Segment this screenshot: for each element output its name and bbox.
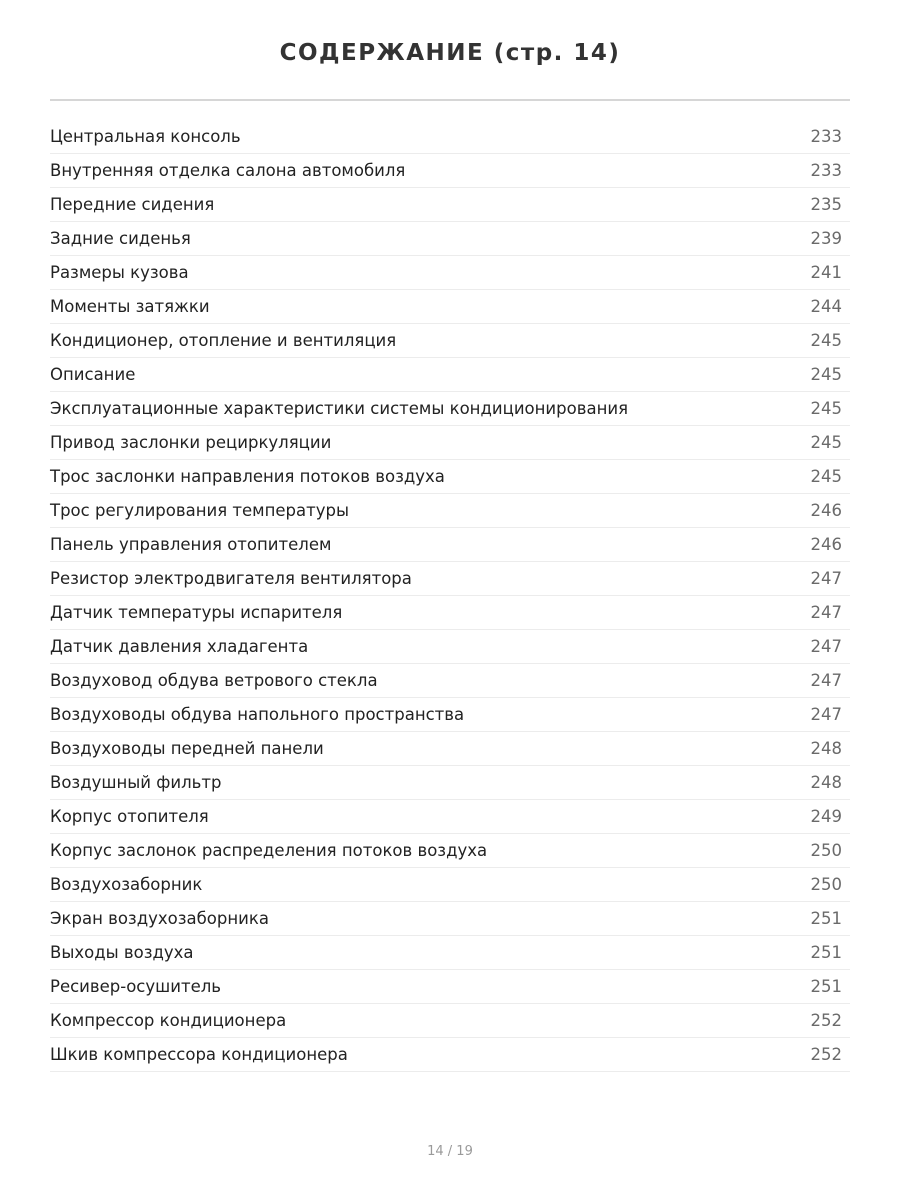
toc-entry[interactable] xyxy=(50,766,850,800)
toc-entry[interactable] xyxy=(50,426,850,460)
toc-entry-title: Экран воздухозаборника xyxy=(50,909,269,928)
toc-entry[interactable] xyxy=(50,664,850,698)
toc-entry[interactable] xyxy=(50,698,850,732)
toc-entry-title: Воздуховоды обдува напольного пространства xyxy=(50,705,465,724)
toc-entry-page-number: 246 xyxy=(810,501,842,520)
toc-entry-title: Датчик давления хладагента xyxy=(50,637,309,656)
toc-entry-page-number: 248 xyxy=(810,739,842,758)
toc-entry-title: Резистор электродвигателя вентилятора xyxy=(50,569,412,588)
toc-entry-title: Моменты затяжки xyxy=(50,297,210,316)
toc-entry-page-number: 250 xyxy=(810,875,842,894)
toc-entry-page-number: 245 xyxy=(810,433,842,452)
toc-entry[interactable] xyxy=(50,970,850,1004)
toc-entry[interactable] xyxy=(50,188,850,222)
toc-entry[interactable] xyxy=(50,1038,850,1072)
toc-entry-title: Описание xyxy=(50,365,136,384)
toc-entry-page-number: 239 xyxy=(810,229,842,248)
toc-entry[interactable] xyxy=(50,834,850,868)
toc-entry[interactable] xyxy=(50,154,850,188)
toc-entry-title: Панель управления отопителем xyxy=(50,535,332,554)
toc-entry-page-number: 251 xyxy=(810,943,842,962)
toc-entry[interactable] xyxy=(50,120,850,154)
toc-entry[interactable] xyxy=(50,800,850,834)
toc-entry-title: Корпус заслонок распределения потоков воздуха xyxy=(50,841,488,860)
toc-entry-title: Воздуховоды передней панели xyxy=(50,739,324,758)
toc-entry-page-number: 245 xyxy=(810,331,842,350)
toc-entry-page-number: 250 xyxy=(810,841,842,860)
toc-entry-title: Кондиционер, отопление и вентиляция xyxy=(50,331,397,350)
toc-entry-page-number: 246 xyxy=(810,535,842,554)
toc-entry-title: Воздухозаборник xyxy=(50,875,203,894)
title-divider xyxy=(50,99,850,101)
toc-entry-title: Эксплуатационные характеристики системы кондиционирования xyxy=(50,399,628,418)
toc-entry-page-number: 245 xyxy=(810,399,842,418)
toc-entry-page-number: 245 xyxy=(810,365,842,384)
table-of-contents xyxy=(50,120,850,1072)
toc-entry[interactable] xyxy=(50,902,850,936)
toc-entry-page-number: 244 xyxy=(810,297,842,316)
toc-entry-page-number: 233 xyxy=(810,161,842,180)
toc-entry-title: Привод заслонки рециркуляции xyxy=(50,433,332,452)
toc-entry[interactable] xyxy=(50,936,850,970)
toc-entry-title: Размеры кузова xyxy=(50,263,189,282)
toc-entry-page-number: 252 xyxy=(810,1045,842,1064)
toc-entry-title: Центральная консоль xyxy=(50,127,241,146)
toc-entry-title: Передние сидения xyxy=(50,195,215,214)
toc-entry-title: Воздуховод обдува ветрового стекла xyxy=(50,671,378,690)
toc-entry-title: Трос заслонки направления потоков воздуха xyxy=(50,467,445,486)
toc-entry-title: Трос регулирования температуры xyxy=(50,501,349,520)
toc-entry[interactable] xyxy=(50,1004,850,1038)
toc-entry-page-number: 249 xyxy=(810,807,842,826)
toc-entry-page-number: 252 xyxy=(810,1011,842,1030)
page-indicator: 14 / 19 xyxy=(427,1144,473,1159)
toc-entry[interactable] xyxy=(50,256,850,290)
toc-entry[interactable] xyxy=(50,732,850,766)
toc-entry-title: Задние сиденья xyxy=(50,229,191,248)
toc-entry-title: Воздушный фильтр xyxy=(50,773,222,792)
toc-entry[interactable] xyxy=(50,528,850,562)
toc-entry-page-number: 248 xyxy=(810,773,842,792)
toc-entry[interactable] xyxy=(50,630,850,664)
toc-entry[interactable] xyxy=(50,358,850,392)
toc-entry[interactable] xyxy=(50,290,850,324)
toc-entry[interactable] xyxy=(50,392,850,426)
toc-entry-title: Компрессор кондиционера xyxy=(50,1011,287,1030)
toc-entry-title: Выходы воздуха xyxy=(50,943,194,962)
page-title: СОДЕРЖАНИЕ (стр. 14) xyxy=(279,40,621,66)
toc-entry-page-number: 247 xyxy=(810,569,842,588)
toc-entry[interactable] xyxy=(50,494,850,528)
toc-entry-page-number: 251 xyxy=(810,909,842,928)
toc-entry-title: Корпус отопителя xyxy=(50,807,209,826)
toc-entry-page-number: 247 xyxy=(810,603,842,622)
toc-entry[interactable] xyxy=(50,868,850,902)
toc-entry-page-number: 241 xyxy=(810,263,842,282)
toc-entry-title: Шкив компрессора кондиционера xyxy=(50,1045,348,1064)
toc-entry[interactable] xyxy=(50,460,850,494)
toc-entry-page-number: 247 xyxy=(810,705,842,724)
toc-entry-page-number: 247 xyxy=(810,637,842,656)
toc-entry-title: Ресивер-осушитель xyxy=(50,977,221,996)
toc-entry-page-number: 251 xyxy=(810,977,842,996)
toc-entry[interactable] xyxy=(50,562,850,596)
toc-entry-title: Внутренняя отделка салона автомобиля xyxy=(50,161,406,180)
toc-entry[interactable] xyxy=(50,324,850,358)
toc-entry[interactable] xyxy=(50,596,850,630)
toc-entry-page-number: 233 xyxy=(810,127,842,146)
toc-entry-page-number: 245 xyxy=(810,467,842,486)
toc-entry[interactable] xyxy=(50,222,850,256)
toc-entry-page-number: 247 xyxy=(810,671,842,690)
toc-entry-title: Датчик температуры испарителя xyxy=(50,603,343,622)
toc-entry-page-number: 235 xyxy=(810,195,842,214)
